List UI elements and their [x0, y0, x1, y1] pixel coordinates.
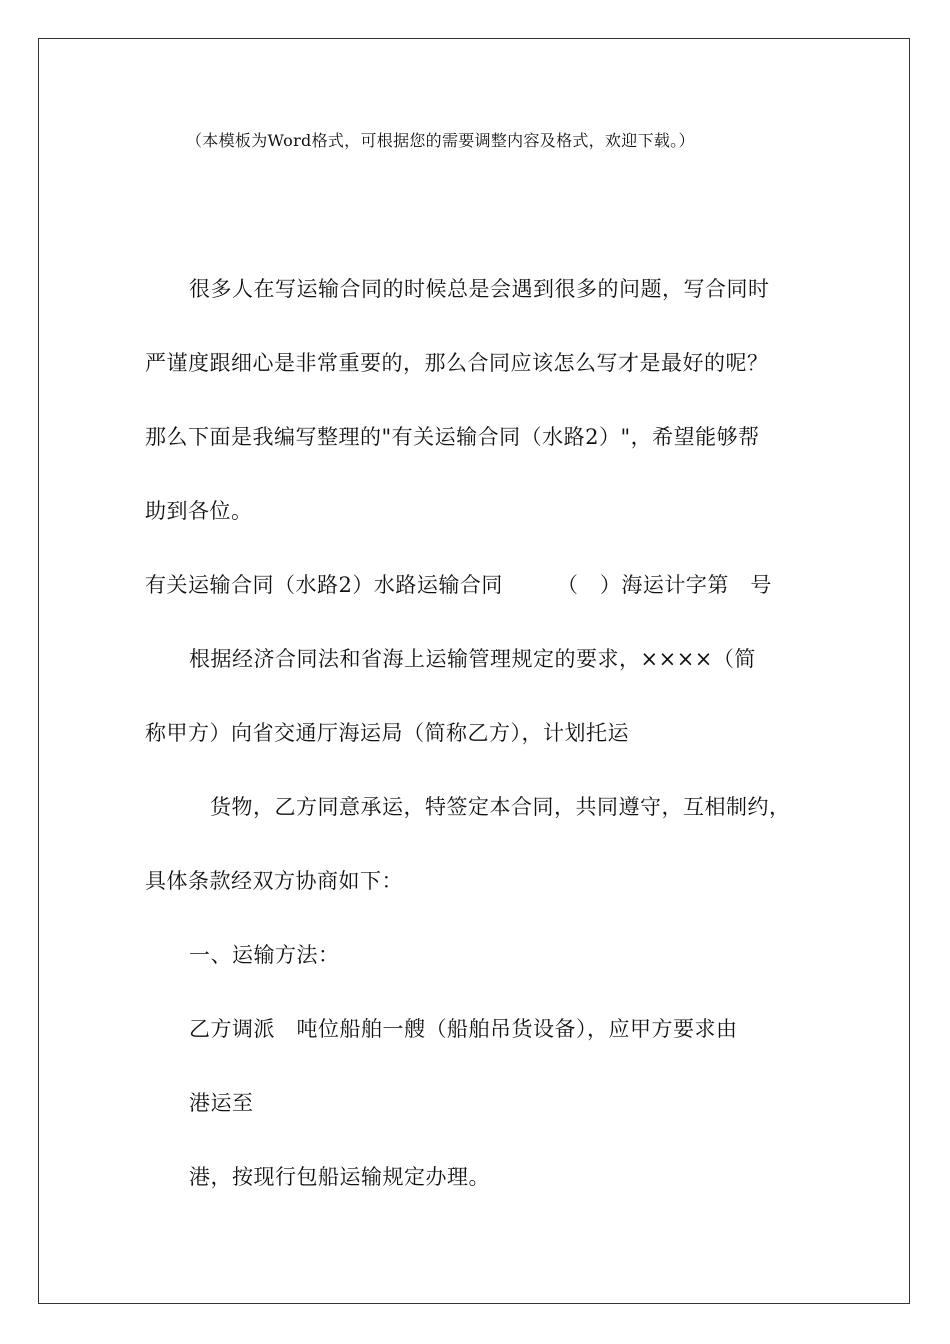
intro-line-2: 严谨度跟细心是非常重要的，那么合同应该怎么写才是最好的呢？	[145, 351, 769, 375]
body-line-3: 货物，乙方同意承运，特签定本合同，共同遵守，互相制约，	[210, 795, 791, 819]
template-notice: （本模板为Word格式，可根据您的需要调整内容及格式，欢迎下载。）	[186, 131, 695, 150]
body-line-6: 乙方调派 吨位船舶一艘（船舶吊货设备），应甲方要求由	[189, 1017, 738, 1041]
body-line-1: 根据经济合同法和省海上运输管理规定的要求，××××（简	[189, 647, 756, 671]
intro-line-4: 助到各位。	[145, 499, 253, 523]
body-line-7: 港运至	[189, 1091, 254, 1115]
section-heading-transport-method: 一、运输方法：	[189, 943, 340, 967]
intro-line-1: 很多人在写运输合同的时候总是会遇到很多的问题，写合同时	[189, 277, 770, 301]
body-line-8: 港，按现行包船运输规定办理。	[189, 1165, 490, 1189]
intro-line-3: 那么下面是我编写整理的"有关运输合同（水路2）"，希望能够帮	[145, 425, 760, 449]
body-line-2: 称甲方）向省交通厅海运局（简称乙方），计划托运	[145, 721, 629, 745]
page-border	[38, 38, 910, 1304]
body-line-4: 具体条款经双方协商如下：	[145, 869, 403, 893]
contract-heading: 有关运输合同（水路2）水路运输合同 （ ）海运计字第 号	[145, 573, 772, 597]
